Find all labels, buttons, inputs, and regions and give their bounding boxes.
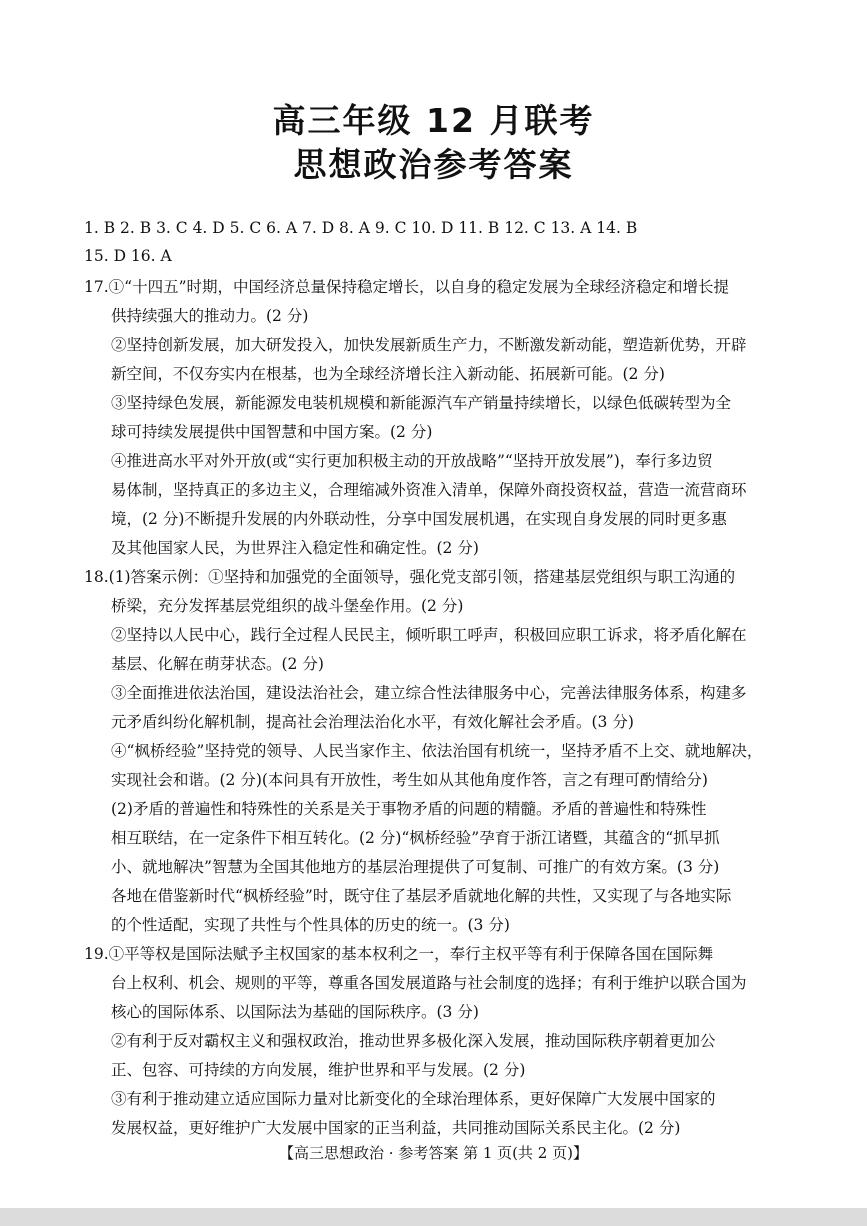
answer-line: 供持续强大的推动力。(2 分) (111, 307, 309, 325)
answer-line: ③坚持绿色发展，新能源发电装机规模和新能源汽车产销量持续增长，以绿色低碳转型为全 (111, 394, 732, 412)
answer-line: 实现社会和谐。(2 分)(本问具有开放性，考生如从其他角度作答，言之有理可酌情给分) (111, 771, 708, 789)
answer-line: 15. D 16. A (84, 247, 172, 265)
answer-line: ②有利于反对霸权主义和强权政治，推动世界多极化深入发展，推动国际秩序朝着更加公 (111, 1032, 716, 1050)
answer-line: 1. B 2. B 3. C 4. D 5. C 6. A 7. D 8. A 9. C 10. D 11. B 12. C 13. A 14. B (84, 219, 638, 237)
answer-line: 发展权益，更好维护广大发展中国家的正当利益，共同推动国际关系民主化。(2 分) (111, 1119, 681, 1137)
answer-line: 小、就地解决”智慧为全国其他地方的基层治理提供了可复制、可推广的有效方案。(3 分) (111, 858, 720, 876)
answer-line: 的个性适配，实现了共性与个性具体的历史的统一。(3 分) (111, 916, 510, 934)
answer-line: 17.①“十四五”时期，中国经济总量保持稳定增长，以自身的稳定发展为全球经济稳定和增长提 (84, 278, 730, 296)
answer-line: 相互联结，在一定条件下相互转化。(2 分)“枫桥经验”孕育于浙江诸暨，其蕴含的“抓早抓 (111, 829, 720, 847)
answer-line: 18.(1)答案示例：①坚持和加强党的全面领导，强化党支部引领，搭建基层党组织与职工沟通的 (84, 568, 736, 586)
answer-line: ③有利于推动建立适应国际力量对比新变化的全球治理体系，更好保障广大发展中国家的 (111, 1090, 716, 1108)
answer-line: 基层、化解在萌芽状态。(2 分) (111, 655, 324, 673)
answer-line: ④“枫桥经验”坚持党的领导、人民当家作主、依法治国有机统一，坚持矛盾不上交、就地解决， (111, 742, 763, 760)
answer-line: 及其他国家人民，为世界注入稳定性和确定性。(2 分) (111, 539, 479, 557)
answer-line: ④推进高水平对外开放(或“实行更加积极主动的开放战略”“坚持开放发展”)，奉行多边贸 (111, 452, 713, 470)
answer-line: ③全面推进依法治国，建设法治社会，建立综合性法律服务中心，完善法律服务体系，构建多 (111, 684, 747, 702)
answer-line: 19.①平等权是国际法赋予主权国家的基本权利之一，奉行主权平等有利于保障各国在国际舞 (84, 945, 714, 963)
page-footer: 【高三思想政治 · 参考答案 第 1 页(共 2 页)】 (279, 1144, 588, 1162)
answer-line: 各地在借鉴新时代“枫桥经验”时，既守住了基层矛盾就地化解的共性，又实现了与各地实际 (111, 887, 732, 905)
scan-bottom-edge (0, 1208, 867, 1226)
page-subtitle: 思想政治参考答案 (293, 145, 574, 184)
answer-line: ②坚持创新发展，加大研发投入，加快发展新质生产力，不断激发新动能，塑造新优势，开辟 (111, 336, 747, 354)
answer-line: 正、包容、可持续的方向发展，维护世界和平与发展。(2 分) (111, 1061, 526, 1079)
answer-line: 境，(2 分)不断提升发展的内外联动性，分享中国发展机遇，在实现自身发展的同时更多惠 (111, 510, 727, 528)
answer-line: 台上权利、机会、规则的平等，尊重各国发展道路与社会制度的选择；有利于维护以联合国为 (111, 974, 747, 992)
answer-line: 元矛盾纠纷化解机制，提高社会治理法治化水平，有效化解社会矛盾。(3 分) (111, 713, 634, 731)
answer-line: 新空间，不仅夯实内在根基，也为全球经济增长注入新动能、拓展新可能。(2 分) (111, 365, 665, 383)
answer-line: 易体制，坚持真正的多边主义，合理缩减外资准入清单，保障外商投资权益，营造一流营商环 (111, 481, 747, 499)
answer-line: ②坚持以人民中心，践行全过程人民民主，倾听职工呼声，积极回应职工诉求，将矛盾化解在 (111, 626, 747, 644)
answer-line: (2)矛盾的普遍性和特殊性的关系是关于事物矛盾的问题的精髓。矛盾的普遍性和特殊性 (111, 800, 707, 818)
answer-line: 球可持续发展提供中国智慧和中国方案。(2 分) (111, 423, 433, 441)
page-title: 高三年级 12 月联考 (272, 101, 595, 140)
answer-line: 核心的国际体系、以国际法为基础的国际秩序。(3 分) (111, 1003, 479, 1021)
answer-line: 桥梁，充分发挥基层党组织的战斗堡垒作用。(2 分) (111, 597, 464, 615)
